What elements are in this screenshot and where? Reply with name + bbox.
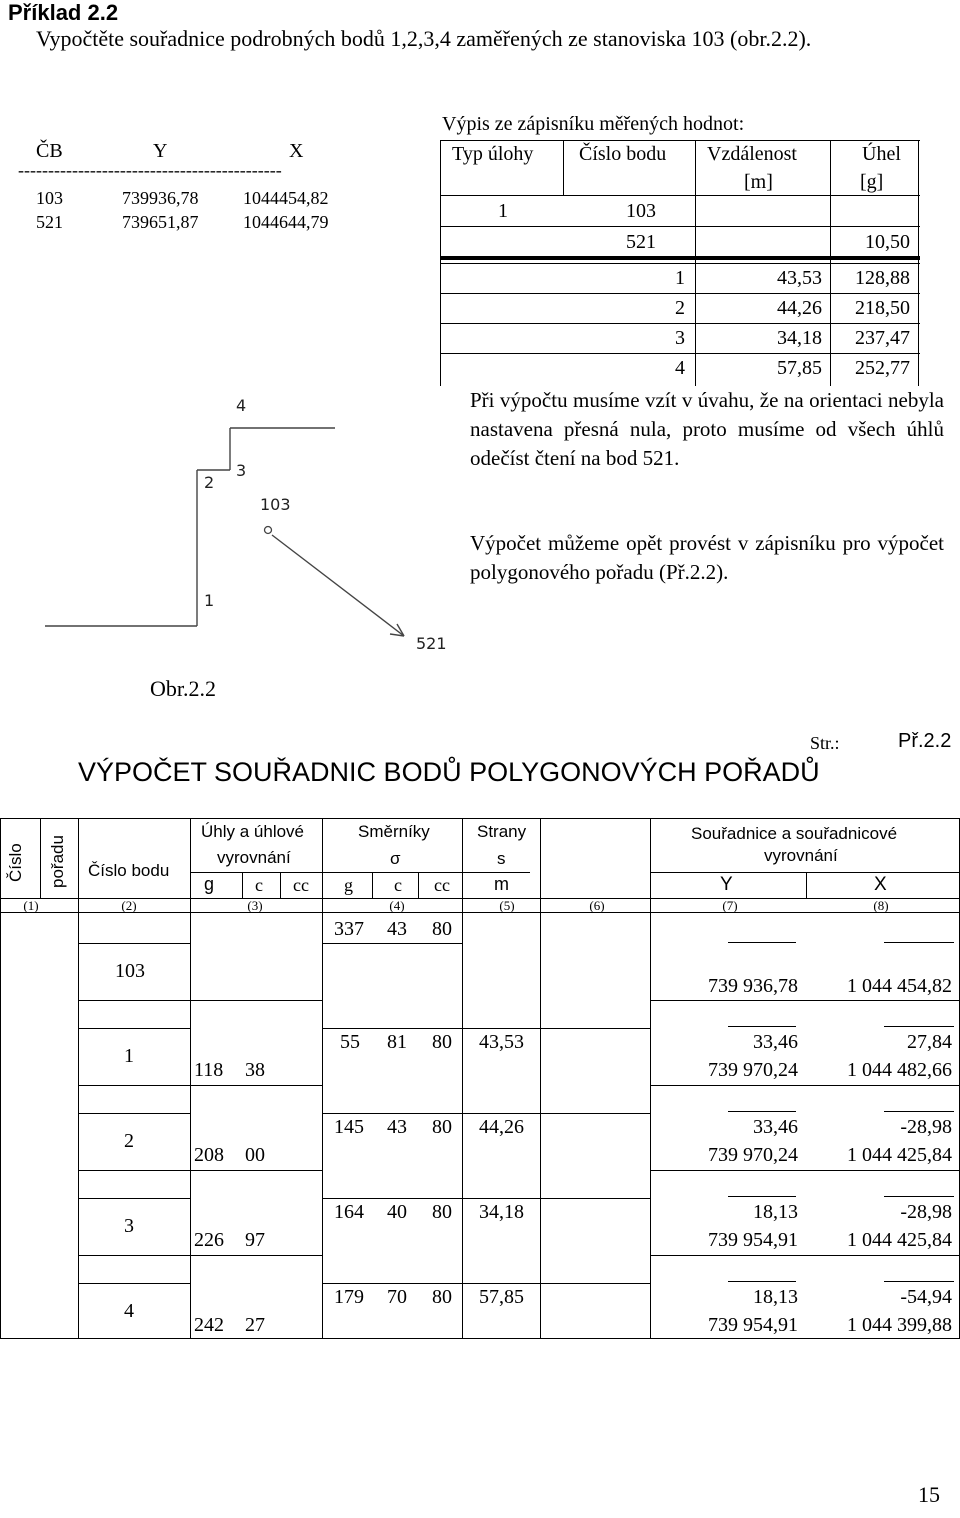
delta-x: 27,84 xyxy=(907,1031,952,1053)
sketch-figure xyxy=(0,380,470,680)
point-number: 3 xyxy=(124,1215,134,1237)
header-s: s xyxy=(497,849,506,868)
colnum-8: (8) xyxy=(873,898,889,913)
coord-header-x: X xyxy=(289,140,304,162)
delta-x: -28,98 xyxy=(900,1201,952,1223)
sketch-label-4: 4 xyxy=(236,396,247,415)
angle-g: 242 xyxy=(194,1314,224,1336)
record-point: 2 xyxy=(675,297,685,319)
station-point: 103 xyxy=(115,960,145,982)
record-header-type: Typ úlohy xyxy=(452,143,534,165)
start-bearing-c: 43 xyxy=(387,918,407,940)
header-y: Y xyxy=(720,874,733,895)
record-distance: 57,85 xyxy=(777,357,822,379)
coord-header-y: Y xyxy=(153,140,168,162)
record-header-distance-unit: [m] xyxy=(744,171,773,193)
header-sides: Strany xyxy=(477,822,527,841)
header-g: g xyxy=(204,874,215,894)
coord-row-x: 1044644,79 xyxy=(243,212,329,232)
header-m: m xyxy=(494,874,509,894)
coord-header-cb: ČB xyxy=(36,140,63,162)
coord-y: 739 970,24 xyxy=(708,1059,798,1081)
bearing-cc: 80 xyxy=(432,1116,452,1138)
header-cc2: cc xyxy=(434,875,450,895)
header-g2: g xyxy=(344,875,353,895)
bearing-cc: 80 xyxy=(432,1286,452,1308)
header-x: X xyxy=(874,874,887,895)
record-point: 3 xyxy=(675,327,685,349)
angle-c: 38 xyxy=(245,1059,265,1081)
bearing-cc: 80 xyxy=(432,1031,452,1053)
task-text: Vypočtěte souřadnice podrobných bodů 1,2,3,4 zaměřených ze stanoviska 103 (obr.2.2). xyxy=(36,26,812,51)
bearing-c: 81 xyxy=(387,1031,407,1053)
coord-separator: -------------------------------------------- xyxy=(18,160,282,180)
example-title: Příklad 2.2 xyxy=(8,0,119,25)
coord-y: 739 954,91 xyxy=(708,1314,798,1336)
angle-g: 208 xyxy=(194,1144,224,1166)
header-angles-2: vyrovnání xyxy=(217,848,291,867)
station-x: 1 044 454,82 xyxy=(847,975,952,997)
angle-c: 00 xyxy=(245,1144,265,1166)
note-orientation: Při výpočtu musíme vzít v úvahu, že na orientaci nebyla nastavena přesná nula, proto musíme od všech úhlů odečíst čtení na bod 521. xyxy=(470,388,944,470)
colnum-1: (1) xyxy=(23,898,39,913)
angle-g: 226 xyxy=(194,1229,224,1251)
bearing-g: 55 xyxy=(340,1031,360,1053)
header-coordinates: Souřadnice a souřadnicové xyxy=(691,824,898,843)
bearing-c: 40 xyxy=(387,1201,407,1223)
angle-c: 27 xyxy=(245,1314,265,1336)
record-title: Výpis ze zápisníku měřených hodnot: xyxy=(442,113,745,135)
record-angle: 218,50 xyxy=(855,297,910,319)
coord-row-y: 739936,78 xyxy=(122,188,199,208)
record-orientation-angle: 10,50 xyxy=(865,231,910,253)
angle-g: 118 xyxy=(194,1059,224,1081)
coord-y: 739 954,91 xyxy=(708,1229,798,1251)
delta-x: -54,94 xyxy=(900,1286,952,1308)
record-header-angle: Úhel xyxy=(862,143,901,165)
note-procedure: Výpočet můžeme opět provést v zápisníku pro výpočet polygonového pořadu (Př.2.2). xyxy=(470,531,944,584)
side-length: 34,18 xyxy=(479,1201,524,1223)
record-point: 1 xyxy=(675,267,685,289)
header-cislo-bodu: Číslo bodu xyxy=(88,861,170,880)
point-number: 4 xyxy=(124,1300,134,1322)
colnum-6: (6) xyxy=(589,898,605,913)
record-angle: 128,88 xyxy=(855,267,910,289)
coord-x: 1 044 425,84 xyxy=(847,1144,952,1166)
header-cislo: Číslo xyxy=(6,843,25,882)
colnum-3: (3) xyxy=(247,898,263,913)
bearing-g: 164 xyxy=(334,1201,364,1223)
colnum-4: (4) xyxy=(389,898,405,913)
sketch-label-2: 2 xyxy=(204,473,215,492)
delta-y: 33,46 xyxy=(753,1116,798,1138)
form-title: VÝPOČET SOUŘADNIC BODŮ POLYGONOVÝCH POŘADŮ xyxy=(78,757,820,787)
point-number: 1 xyxy=(124,1045,134,1067)
colnum-5: (5) xyxy=(499,898,515,913)
header-sigma: σ xyxy=(390,849,401,868)
record-station-type: 1 xyxy=(498,200,508,222)
record-distance: 34,18 xyxy=(777,327,822,349)
record-distance: 43,53 xyxy=(777,267,822,289)
record-angle: 237,47 xyxy=(855,327,910,349)
coord-x: 1 044 425,84 xyxy=(847,1229,952,1251)
header-c: c xyxy=(255,875,263,895)
coord-row-cb: 103 xyxy=(36,188,63,208)
page-ref-label: Str.: xyxy=(810,733,840,753)
coord-x: 1 044 399,88 xyxy=(847,1314,952,1336)
figure-caption: Obr.2.2 xyxy=(150,676,216,701)
record-header-angle-unit: [g] xyxy=(860,171,884,193)
point-number: 2 xyxy=(124,1130,134,1152)
page-number: 15 xyxy=(918,1482,940,1507)
header-coordinates-2: vyrovnání xyxy=(764,846,838,865)
record-header-distance: Vzdálenost xyxy=(707,143,797,165)
side-length: 44,26 xyxy=(479,1116,524,1138)
bearing-g: 179 xyxy=(334,1286,364,1308)
record-header-point: Číslo bodu xyxy=(579,143,667,165)
side-length: 57,85 xyxy=(479,1286,524,1308)
bearing-cc: 80 xyxy=(432,1201,452,1223)
coord-row-y: 739651,87 xyxy=(122,212,199,232)
delta-x: -28,98 xyxy=(900,1116,952,1138)
coord-row-cb: 521 xyxy=(36,212,63,232)
coord-row-x: 1044454,82 xyxy=(243,188,329,208)
record-orientation-point: 521 xyxy=(626,231,656,253)
record-station: 103 xyxy=(626,200,656,222)
header-poradu: pořadu xyxy=(48,835,67,888)
record-distance: 44,26 xyxy=(777,297,822,319)
header-c2: c xyxy=(394,875,402,895)
page-ref-value: Př.2.2 xyxy=(898,730,952,752)
coord-x: 1 044 482,66 xyxy=(847,1059,952,1081)
coord-y: 739 970,24 xyxy=(708,1144,798,1166)
record-point: 4 xyxy=(675,357,685,379)
sketch-label-521: 521 xyxy=(416,634,447,653)
header-bearings: Směrníky xyxy=(358,822,430,841)
bearing-c: 43 xyxy=(387,1116,407,1138)
angle-c: 97 xyxy=(245,1229,265,1251)
start-bearing-g: 337 xyxy=(334,918,364,940)
delta-y: 18,13 xyxy=(753,1286,798,1308)
bearing-g: 145 xyxy=(334,1116,364,1138)
header-cc: cc xyxy=(293,875,309,895)
start-bearing-cc: 80 xyxy=(432,918,452,940)
delta-y: 18,13 xyxy=(753,1201,798,1223)
sketch-label-3: 3 xyxy=(236,461,247,480)
sketch-label-1: 1 xyxy=(204,591,215,610)
sketch-label-103: 103 xyxy=(260,495,291,514)
bearing-c: 70 xyxy=(387,1286,407,1308)
header-angles: Úhly a úhlové xyxy=(201,822,305,841)
colnum-7: (7) xyxy=(722,898,738,913)
record-angle: 252,77 xyxy=(855,357,910,379)
station-y: 739 936,78 xyxy=(708,975,798,997)
colnum-2: (2) xyxy=(121,898,137,913)
side-length: 43,53 xyxy=(479,1031,524,1053)
delta-y: 33,46 xyxy=(753,1031,798,1053)
